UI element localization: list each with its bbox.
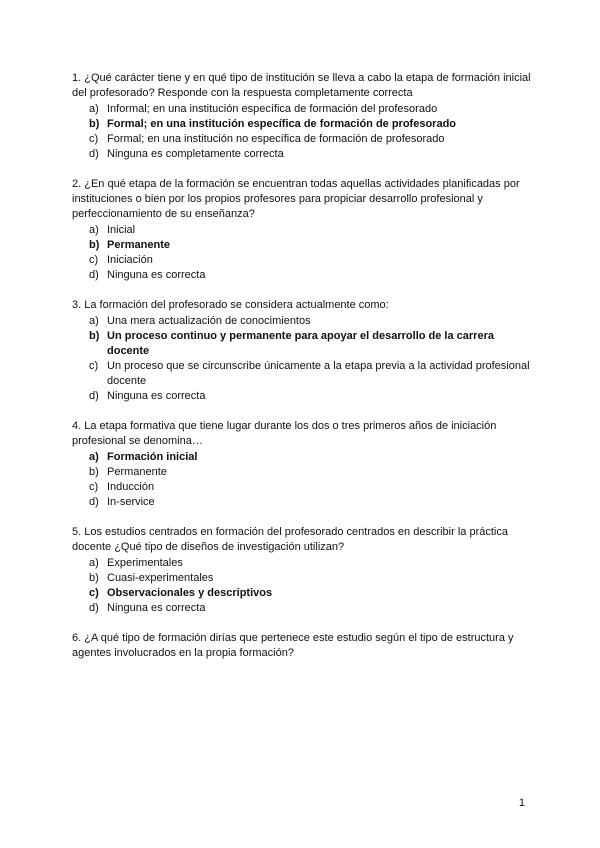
option-letter: c) (89, 254, 99, 266)
answer-option (72, 465, 532, 480)
answer-option-correct (72, 586, 532, 601)
option-text: Un proceso continuo y permanente para apoyar el desarrollo de la carrera docente (107, 330, 494, 357)
option-letter: a) (89, 315, 99, 327)
question-5 (72, 525, 532, 616)
option-letter: d) (89, 496, 99, 508)
answer-option (72, 268, 532, 283)
page-number: 1 (518, 797, 525, 809)
answer-option (72, 601, 532, 616)
option-letter: d) (89, 390, 99, 402)
option-letter: a) (89, 451, 99, 463)
option-text: Ninguna es correcta (107, 602, 206, 614)
option-text: Cuasi-experimentales (107, 572, 214, 584)
option-text: Ninguna es completamente correcta (107, 148, 284, 160)
option-letter: a) (89, 103, 99, 115)
option-letter: d) (89, 148, 99, 160)
question-text: 2. ¿En qué etapa de la formación se encuentran todas aquellas actividades planificadas por instituciones o bien por los propios profesores para propiciar desarrollo profesional y perfeccionamiento de su enseñanza? (72, 178, 520, 220)
answer-option (72, 223, 532, 238)
option-letter: b) (89, 118, 100, 130)
option-letter: b) (89, 572, 99, 584)
answer-option-correct (72, 450, 532, 465)
answer-options (72, 223, 532, 283)
option-text: Experimentales (107, 557, 183, 569)
answer-options (72, 102, 532, 162)
answer-option (72, 389, 532, 404)
answer-option-correct (72, 329, 532, 359)
option-text: In-service (107, 496, 155, 508)
option-letter: d) (89, 269, 99, 281)
option-text: Formal; en una institución no específica de formación de profesorado (107, 133, 445, 145)
answer-options (72, 314, 532, 404)
question-1 (72, 71, 532, 162)
option-text: Inicial (107, 224, 136, 236)
answer-option (72, 147, 532, 162)
option-letter: b) (89, 239, 100, 251)
option-text: Una mera actualización de conocimientos (107, 315, 311, 327)
question-3 (72, 298, 532, 404)
answer-option-correct (72, 117, 532, 132)
answer-option (72, 102, 532, 117)
answer-option (72, 571, 532, 586)
option-text: Iniciación (107, 254, 153, 266)
option-letter: c) (89, 133, 99, 145)
option-text: Formación inicial (107, 451, 198, 463)
option-text: Ninguna es correcta (107, 269, 206, 281)
option-text: Observacionales y descriptivos (107, 587, 273, 599)
option-text: Permanente (107, 466, 167, 478)
answer-option (72, 495, 532, 510)
option-letter: d) (89, 602, 99, 614)
option-letter: a) (89, 224, 99, 236)
question-4 (72, 419, 532, 510)
question-text: 3. La formación del profesorado se considera actualmente como: (72, 299, 389, 311)
question-text: 1. ¿Qué carácter tiene y en qué tipo de institución se lleva a cabo la etapa de formación inicial del profesorado? Responde con la respuesta completamente correcta (72, 72, 531, 99)
answer-option-correct (72, 238, 532, 253)
option-letter: b) (89, 330, 100, 342)
answer-option (72, 132, 532, 147)
question-6 (72, 631, 532, 661)
option-text: Formal; en una institución específica de formación de profesorado (107, 118, 457, 130)
option-text: Ninguna es correcta (107, 390, 206, 402)
question-list (72, 71, 532, 676)
answer-option (72, 359, 532, 389)
option-text: Permanente (107, 239, 170, 251)
option-letter: c) (89, 360, 99, 372)
answer-option (72, 314, 532, 329)
question-text: 5. Los estudios centrados en formación del profesorado centrados en describir la práctica docente ¿Qué tipo de diseños de investigación utilizan? (72, 526, 508, 553)
option-letter: c) (89, 587, 99, 599)
option-letter: a) (89, 557, 99, 569)
option-text: Informal; en una institución específica de formación del profesorado (107, 103, 438, 115)
option-text: Inducción (107, 481, 155, 493)
answer-option (72, 556, 532, 571)
question-text: 4. La etapa formativa que tiene lugar durante los dos o tres primeros años de iniciación profesional se denomina… (72, 420, 497, 447)
answer-options (72, 556, 532, 616)
answer-option (72, 253, 532, 268)
option-letter: c) (89, 481, 99, 493)
question-2 (72, 177, 532, 283)
question-text: 6. ¿A qué tipo de formación dirías que pertenece este estudio según el tipo de estructura y agentes involucrados en la propia formación? (72, 632, 514, 659)
option-letter: b) (89, 466, 99, 478)
option-text: Un proceso que se circunscribe únicamente a la etapa previa a la actividad profesional docente (107, 360, 530, 387)
answer-options (72, 450, 532, 510)
answer-option (72, 480, 532, 495)
